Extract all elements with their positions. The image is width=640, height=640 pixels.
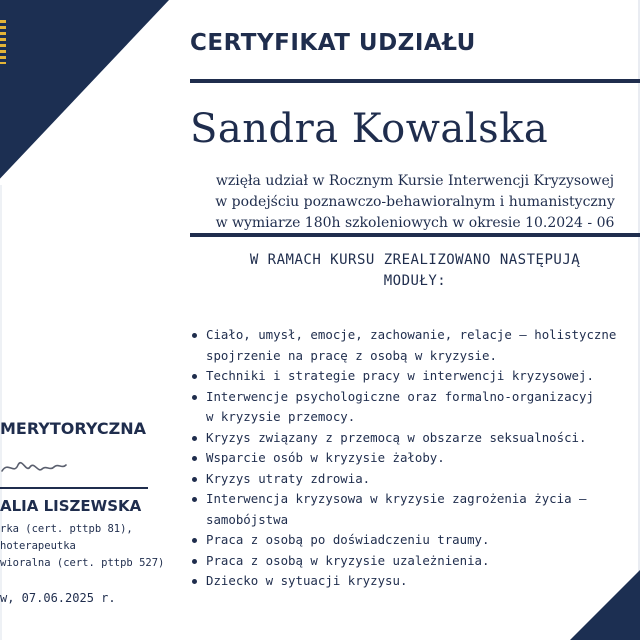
modules-list (190, 325, 640, 592)
gold-emblem-fragment (0, 20, 6, 64)
module-item: Techniki i strategie pracy w interwencji kryzysowej. (190, 366, 640, 387)
module-item: Wsparcie osób w kryzysie żałoby. (190, 448, 640, 469)
handwritten-signature (0, 449, 70, 479)
intro-line: w wymiarze 180h szkoleniowych w okresie 10.2024 - 06 (215, 215, 615, 231)
module-item: Praca z osobą w kryzysie uzależnienia. (190, 551, 640, 572)
signatory-credentials (0, 521, 164, 572)
signature-line (0, 487, 148, 489)
modules-heading (190, 250, 640, 292)
credential-line: hoterapeutka (0, 540, 76, 552)
credential-line: wioralna (cert. pttpb 527) (0, 557, 165, 569)
top-left-navy-corner (0, 0, 169, 185)
signatory-name: ALIA LISZEWSKA (0, 497, 142, 515)
certificate-title: CERTYFIKAT UDZIAŁU (190, 30, 476, 56)
certificate-intro (190, 171, 640, 234)
section-divider (190, 233, 640, 237)
title-divider (190, 79, 640, 83)
module-item: Ciało, umysł, emocje, zachowanie, relacje – holistyczne (190, 325, 640, 346)
signature-heading: MERYTORYCZNA (0, 419, 146, 438)
module-item: Kryzys utraty zdrowia. (190, 469, 640, 490)
credential-line: rka (cert. pttpb 81), (0, 523, 133, 535)
module-item: spojrzenie na pracę z osobą w kryzysie. (206, 347, 497, 363)
module-item: samobójstwa (206, 511, 289, 527)
modules-heading-line: MODUŁY: (383, 273, 447, 289)
module-item: Interwencje psychologiczne oraz formalno-organizacyj (190, 387, 640, 408)
module-item: Interwencja kryzysowa w kryzysie zagrożenia życia – (190, 489, 640, 510)
module-item: w kryzysie przemocy. (206, 409, 356, 424)
module-item: Kryzys związany z przemocą w obszarze seksualności. (190, 428, 640, 449)
module-item: Dziecko w sytuacji kryzysu. (190, 571, 640, 592)
issue-date: w, 07.06.2025 r. (0, 591, 116, 605)
intro-line: w podejściu poznawczo-behawioralnym i humanistyczny (215, 194, 615, 210)
modules-heading-line: W RAMACH KURSU ZREALIZOWANO NASTĘPUJĄ (249, 252, 581, 268)
recipient-name: Sandra Kowalska (190, 106, 549, 152)
intro-line: wzięła udział w Rocznym Kursie Interwencji Kryzysowej (215, 173, 615, 189)
module-item: Praca z osobą po doświadczeniu traumy. (190, 530, 640, 551)
